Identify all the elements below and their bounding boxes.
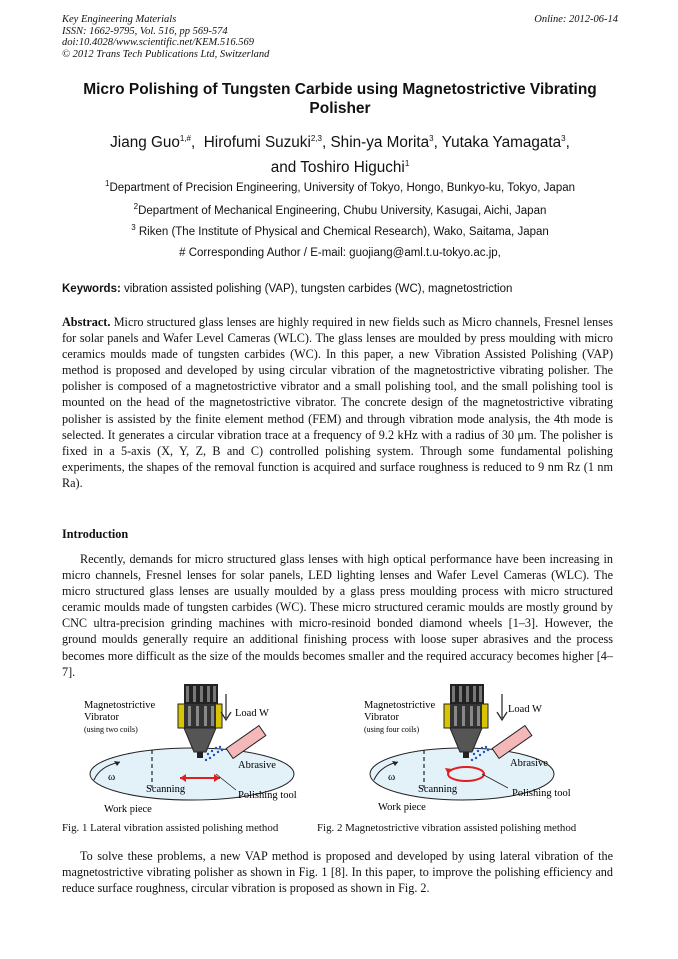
figure-2-diagram (362, 682, 602, 822)
polishing-tool-label: Polishing tool (238, 790, 297, 801)
abstract (62, 314, 613, 491)
figure-1 (80, 682, 320, 827)
abstract-text: Micro structured glass lenses are highly required in new fields such as Micro channels, Fresnel lenses for solar panels and Wafer Level Cameras (WLC). The glass lenses are moulded by press moulding with micro ceramics moulds made of tungsten carbides (WC). In this paper, a new Vibration Assisted Polishing (VAP) method is proposed and developed by using circular vibration of the magnetostrictive vibrating polisher. The polisher is composed of a magnetostrictive vibrator and a small polishing tool, and the small polishing tool is mounted on the head of the magnetostrictive vibrator. The concrete design of the magnetostrictive vibrating polisher is assisted by the finite element method (FEM) and through vibration mode analysis, the 4th mode is selected. It generates a circular vibration trace at a frequency of 9.2 kHz with a radius of 30 μm. The polisher is fixed in a 5-axis (X, Y, Z, B and C) controlled polishing system. Through some fundamental polishing experiments, the shapes of the removal function is acquired and surface roughness is reduced to 9 nm Rz (1 nm Ra). (62, 315, 614, 490)
omega-label: ω (108, 771, 116, 783)
author-name: Shin-ya Morita (330, 134, 430, 151)
vibrator-label: Magnetostrictive (84, 700, 156, 711)
load-label: Load W (235, 708, 269, 719)
author-name: Jiang Guo (110, 134, 180, 151)
keywords-text: vibration assisted polishing (VAP), tungsten carbides (WC), magnetostriction (124, 283, 513, 295)
figure-1-diagram (80, 682, 320, 822)
workpiece-label: Work piece (104, 804, 152, 815)
load-arrow (497, 694, 507, 720)
polishing-tool (463, 752, 469, 758)
copyright-line: © 2012 Trans Tech Publications Ltd, Switzerland (62, 48, 270, 60)
polishing-tool (197, 752, 203, 758)
journal-name: Key Engineering Materials (62, 14, 177, 25)
affiliation: $^1$Department of Precision Engineering, University of Tokyo, Hongo, Bunkyo-ku, Tokyo, Japan (104, 179, 576, 194)
intro-paragraph-1: Recently, demands for micro structured glass lenses with high optical performance have been increasing in micro channels, Fresnel lenses for solar panels, LED lighting lenses and Wafer Level Cameras (WLC). The micro structured glass lenses are usually moulded by a glass press moulding process with micro structured ceramic moulds made of tungsten carbides (WC). These micro structured ceramic moulds are mostly ground by CNC ultra-precision grinding machines with micro-resinoid bonded diamond wheels [1–3]. However, the ground moulds generally require an additional finishing process with loose super abrasives and the process becomes more difficult as the size of the moulds becomes smaller and the required accuracy becomes higher [4–7]. (62, 552, 613, 679)
online-date: Online: 2012-06-14 (534, 14, 618, 25)
paper-title: Micro Polishing of Tungsten Carbide using Magnetostrictive Vibrating Polisher (83, 81, 597, 117)
abrasive-label: Abrasive (238, 760, 276, 771)
corresponding-author: # Corresponding Author / E-mail: guojiang@aml.t.u-tokyo.ac.jp, (179, 247, 501, 259)
issn-line: ISSN: 1662-9795, Vol. 516, pp 569-574 (62, 25, 228, 37)
affiliation: $^3$ Riken (The Institute of Physical and Chemical Research), Wako, Saitama, Japan (131, 223, 549, 238)
abstract-label: Abstract. (62, 315, 111, 329)
abrasive-label: Abrasive (510, 758, 548, 769)
author-name: Yutaka Yamagata (441, 134, 562, 151)
load-label: Load W (508, 704, 542, 715)
doi-line: doi:10.4028/www.scientific.net/KEM.516.569 (62, 37, 254, 49)
affiliation: $^2$Department of Mechanical Engineering, Chubu University, Kasugai, Aichi, Japan (133, 202, 547, 217)
figure-2 (362, 682, 602, 827)
workpiece-label: Work piece (378, 802, 426, 813)
author-name: Toshiro Higuchi (300, 159, 405, 176)
intro-paragraph-2: To solve these problems, a new VAP method is proposed and developed by using lateral vibration of the magnetostrictive vibrating polisher as shown in Fig. 1 [8]. In this paper, to improve the polishing efficiency and reduce surface roughness, circular vibration is proposed as shown in Fig. 2. (62, 849, 613, 896)
polishing-tool-label: Polishing tool (512, 788, 571, 799)
keywords (62, 283, 618, 295)
omega-label: ω (388, 771, 396, 783)
svg-text:(using two coils): (using two coils) (84, 725, 138, 734)
author-name: Hirofumi Suzuki (203, 134, 311, 151)
svg-text:Vibrator: Vibrator (84, 712, 119, 723)
scanning-label: Scanning (418, 784, 458, 795)
running-header (62, 14, 618, 60)
keywords-label: Keywords: (62, 283, 121, 295)
scanning-label: Scanning (146, 784, 186, 795)
section-heading: Introduction (62, 527, 129, 541)
svg-text:(using four coils): (using four coils) (364, 725, 420, 734)
figure-2-caption: Fig. 2 Magnetostrictive vibration assisted polishing method (317, 822, 577, 834)
vibrator-label: Magnetostrictive (364, 700, 436, 711)
figure-1-caption: Fig. 1 Lateral vibration assisted polishing method (62, 822, 279, 834)
svg-text:Vibrator: Vibrator (364, 712, 399, 723)
author-list: Jiang Guo$^{1,\#}$, Hirofumi Suzuki$^{2,3}$, Shin-ya Morita$^3$, Yutaka Yamagata$^3$, and Toshiro Higuchi$^1$ (110, 133, 570, 176)
